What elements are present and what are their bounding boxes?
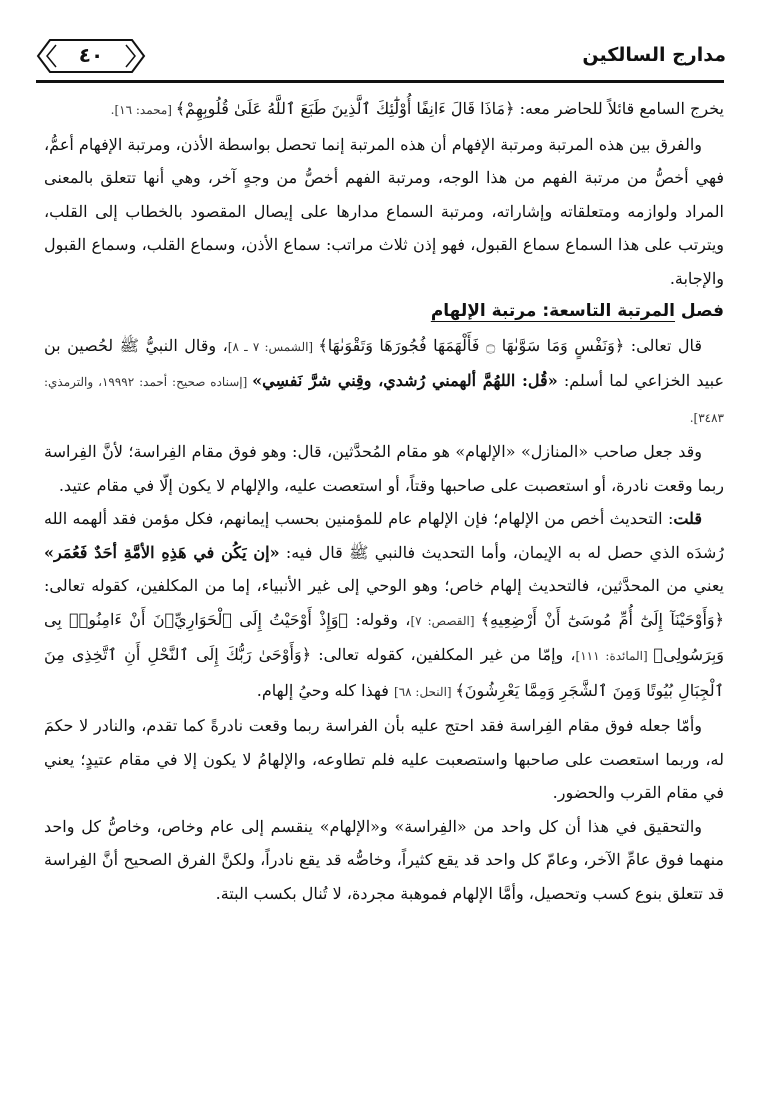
heading-title: المرتبة التاسعة: مرتبة الإلهام — [430, 301, 676, 321]
heading-prefix: فصل — [675, 301, 724, 321]
emphasis: قلت — [673, 509, 702, 528]
paragraph-p4 — [44, 435, 724, 502]
citation: [القصص: ٧] — [410, 613, 481, 628]
paragraph-p1 — [44, 92, 724, 128]
text: ، وقوله: — [348, 609, 411, 629]
section-heading — [44, 295, 724, 329]
quran-verse: ﴿وَأَوْحَىٰ رَبُّكَ إِلَى ٱلنَّحْلِ أَنِ ٱتَّخِذِى مِنَ ٱلْجِبَالِ بُيُوتًا وَمِنَ ٱلشَّجَرِ وَمِمَّا يَعْرِشُونَ﴾ — [44, 645, 724, 700]
quran-verse: ﴿مَاذَا قَالَ ءَانِفًا أُوْلَٰٓئِكَ ٱلَّذِينَ طَبَعَ ٱللَّهُ عَلَىٰ قُلُوبِهِمْ﴾ — [175, 99, 515, 118]
paragraph-p7 — [44, 810, 724, 911]
citation: [الشمس: ٧ ـ ٨] — [227, 339, 319, 354]
text: قال تعالى: — [624, 335, 703, 355]
text: وقد جعل صاحب «المنازل» «الإلهام» هو مقام المُحدَّثين، قال: وهو فوق مقام الفِراسة؛ لأنَّ الفِراسة ربما وقعت نادرة، أو استعصبت على صاحبها وقتاً، أو استعصت عليه، والإلهام لا يكون إلّا في مقام عتيد. — [44, 442, 724, 495]
emphasis: «قُل: اللهُمَّ ألهمني رُشدي، وقِني شرَّ نَفسِي» — [252, 371, 558, 390]
text: : التحديث أخص من الإلهام؛ فإن الإلهام عام للمؤمنين بحسب إيمانهم، فكل مؤمن فقد ألهمه الله رُشدَه الذي حصل له به الإيمان، وأما التحديث فالنبي ﷺ قال فيه: — [44, 509, 724, 562]
book-title: مدارج السالكين — [582, 44, 726, 66]
text: يخرج السامع قائلاً للحاضر معه: — [514, 99, 724, 118]
emphasis: «إن يَكُن في هَذِهِ الأمَّةِ أحَدٌ فَعُمَر» — [44, 542, 280, 562]
text: والتحقيق في هذا أن كل واحد من «الفِراسة» و«الإلهام» ينقسم إلى عام وخاص، وخاصُّ كل واحد منهما فوق عامِّ الآخر، وعامّ كل واحد قد يقع كثيراً، وخاصُّه قد يقع نادراً، ولكنَّ الفرق الصحيح أنَّ الفِراسة قد تتعلق بنوع كسب وتحصيل، وأمَّا الإلهام فموهبة مجردة، لا تُنال بكسب البتة. — [44, 816, 724, 903]
header-rule — [36, 80, 724, 83]
citation: [المائدة: ١١١] — [575, 649, 654, 663]
quran-verse: ﴿وَنَفْسٍ وَمَا سَوَّىٰهَا ۝ فَأَلْهَمَهَا فُجُورَهَا وَتَقْوَىٰهَا﴾ — [318, 335, 625, 355]
citation: [محمد: ١٦]. — [110, 103, 176, 117]
text: فهذا كله وحيُ إلهام. — [256, 680, 395, 700]
paragraph-p6 — [44, 709, 724, 810]
citation: [النحل: ٦٨] — [394, 684, 456, 699]
citation: [إسناده صحيح: أحمد: ١٩٩٩٢، والترمذي: ٣٤٨٣]. — [44, 375, 724, 425]
text: يعني من المحدَّثين، فالتحديث إلهام خاص؛ وهو الوحي إلى غير الأنبياء، إما من المكلفين، كقوله تعالى: — [44, 576, 724, 595]
paragraph-p2 — [44, 128, 724, 296]
page-number-frame — [36, 38, 146, 74]
quran-verse: ﴿وَإِذْ أَوْحَيْتُ إِلَى ٱلْحَوَارِيِّۦنَ أَنْ ءَامِنُوا۟ بِى وَبِرَسُولِى﴾ — [44, 609, 724, 664]
paragraph-p5 — [44, 502, 724, 709]
text: ، وقال النبيُّ ﷺ لحُصين بن عبيد الخزاعي لما أسلم: — [44, 335, 724, 390]
text: وأمّا جعله فوق مقام الفِراسة فقد احتج عليه بأن الفراسة ربما وقعت نادرةً كما تقدم، والنادر لا حكمَ له، وربما استعصت على صاحبها واستصعبت عليه فلم تطاوعه، والإلهامُ لا يكون إلا في مقام عتيدٍ؛ يعني في مقام القرب والحضور. — [44, 716, 724, 802]
quran-verse: ﴿وَأَوْحَيْنَآ إِلَىٰٓ أُمِّ مُوسَىٰٓ أَنْ أَرْضِعِيهِ﴾ — [480, 609, 725, 629]
page-body — [44, 92, 724, 910]
page-number: ٤٠ — [78, 43, 104, 67]
text: والفرق بين هذه المرتبة ومرتبة الإفهام أن هذه المرتبة إنما تحصل بواسطة الأذن، ومرتبة الإفهام أعمُّ، فهي أخصُّ من مرتبة الفهم من هذا الوجه، ومرتبة الفهم أخصُّ من وجهٍ آخر، وهي أنها تتعلق بالمعنى المراد ولوازمه ومتعلقاته وإشاراته، ومرتبة السماع مدارها على إيصال المقصود بالخطاب إلى القلب، ويترتب على هذا السماع سماع القبول، فهو إذن ثلاث مراتب: سماع الأذن، وسماع القلب، وسماع القبول والإجابة. — [44, 134, 724, 288]
page-header — [36, 38, 726, 78]
text: ، وإمّا من غير المكلفين، كقوله تعالى: — [311, 645, 576, 664]
paragraph-p3 — [44, 329, 724, 436]
